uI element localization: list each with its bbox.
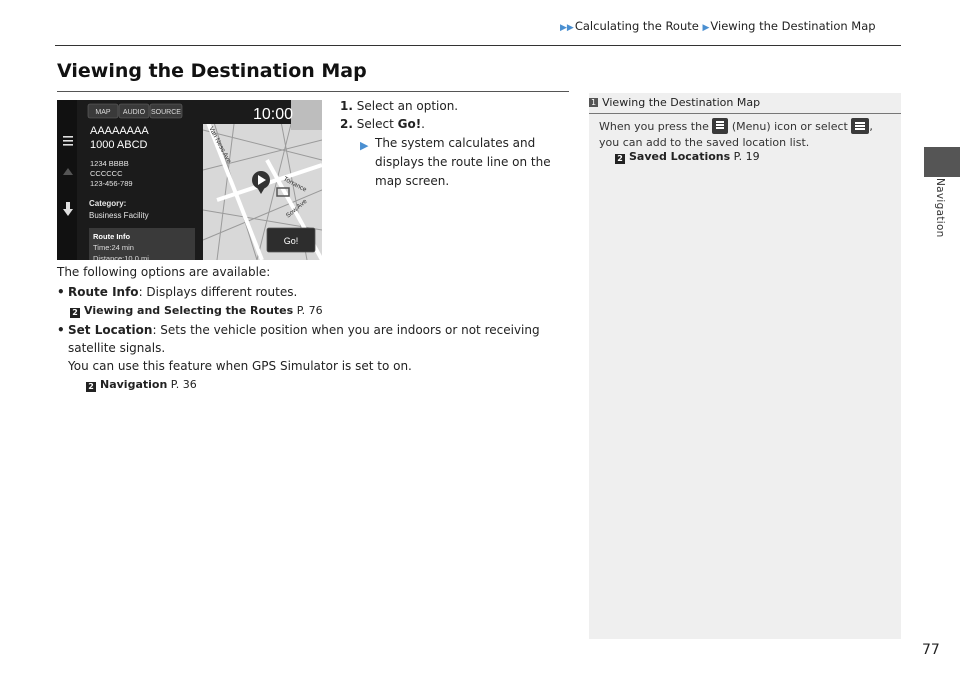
breadcrumb-part-1[interactable]: Calculating the Route — [574, 19, 699, 33]
go-button-label: Go! — [283, 236, 299, 246]
option-route-info: • Route Info: Displays different routes. — [57, 285, 298, 299]
map-button-label: MAP — [95, 109, 111, 116]
list-menu-icon — [851, 118, 869, 134]
section-tab-marker — [924, 147, 960, 177]
source-button-label: SOURCE — [151, 109, 181, 116]
breadcrumb-arrow-icon: ▶ — [702, 23, 710, 33]
street-label: Van Ness Ave — [207, 125, 233, 165]
step-1: 1. Select an option. — [340, 99, 459, 113]
address-line-3: 123-456-789 — [90, 179, 133, 188]
route-info-label: Route Info — [93, 232, 131, 241]
address-line-2: CCCCCC — [90, 169, 123, 178]
route-time: Time:24 min — [93, 243, 134, 252]
category-label: Category: — [89, 199, 127, 208]
result-arrow-icon: ▶ — [360, 139, 369, 152]
sidebar-note-text: When you press the (Menu) icon or select , you can add to the saved location list. — [599, 120, 873, 149]
xref-arrow-icon: 2 — [70, 308, 80, 318]
step-2: 2. Select Go!. — [340, 117, 425, 131]
route-distance: Distance:10.0 mi — [93, 254, 149, 260]
street-label: Sow Ave — [284, 197, 309, 220]
menu-button-icon — [712, 118, 728, 134]
destination-name: AAAAAAAA — [90, 125, 149, 137]
section-tab-label: Navigation — [934, 178, 946, 238]
page-number: 77 — [922, 642, 940, 658]
audio-button-label: AUDIO — [122, 109, 146, 116]
navigation-screen-graphic — [57, 100, 322, 260]
options-intro: The following options are available: — [57, 265, 271, 279]
steps — [340, 97, 458, 133]
breadcrumb-arrow-icon: ▶▶ — [560, 23, 574, 33]
page-title: Viewing the Destination Map — [57, 60, 367, 82]
xref-arrow-icon: 2 — [86, 382, 96, 392]
destination-subtitle: 1000 ABCD — [90, 139, 148, 151]
category-value: Business Facility — [89, 211, 149, 220]
xref-saved-locations[interactable]: 2 Saved Locations P. 19 — [615, 150, 760, 164]
title-rule — [57, 91, 569, 92]
address-line-1: 1234 BBBB — [90, 159, 129, 168]
navigation-screen-image — [57, 100, 322, 260]
xref-viewing-routes[interactable]: 2 Viewing and Selecting the Routes P. 76 — [70, 304, 323, 318]
menu-icon[interactable] — [63, 136, 73, 146]
header-rule — [55, 45, 901, 46]
xref-arrow-icon: 2 — [615, 154, 625, 164]
street-label: Torrance — [282, 175, 308, 194]
breadcrumb-part-2[interactable]: Viewing the Destination Map — [710, 19, 876, 33]
breadcrumb — [560, 19, 876, 33]
xref-navigation[interactable]: 2 Navigation P. 36 — [86, 378, 197, 392]
sidebar-note-rule — [589, 113, 901, 114]
sidebar-note-title: 1 Viewing the Destination Map — [591, 96, 761, 109]
sidebar-note-box — [589, 93, 901, 639]
option-set-location: • Set Location: Sets the vehicle position when you are indoors or not receiving satellite signals. You can use this feature when GPS Simulator is set to on. — [57, 323, 540, 373]
clock: 10:00 — [252, 106, 294, 123]
